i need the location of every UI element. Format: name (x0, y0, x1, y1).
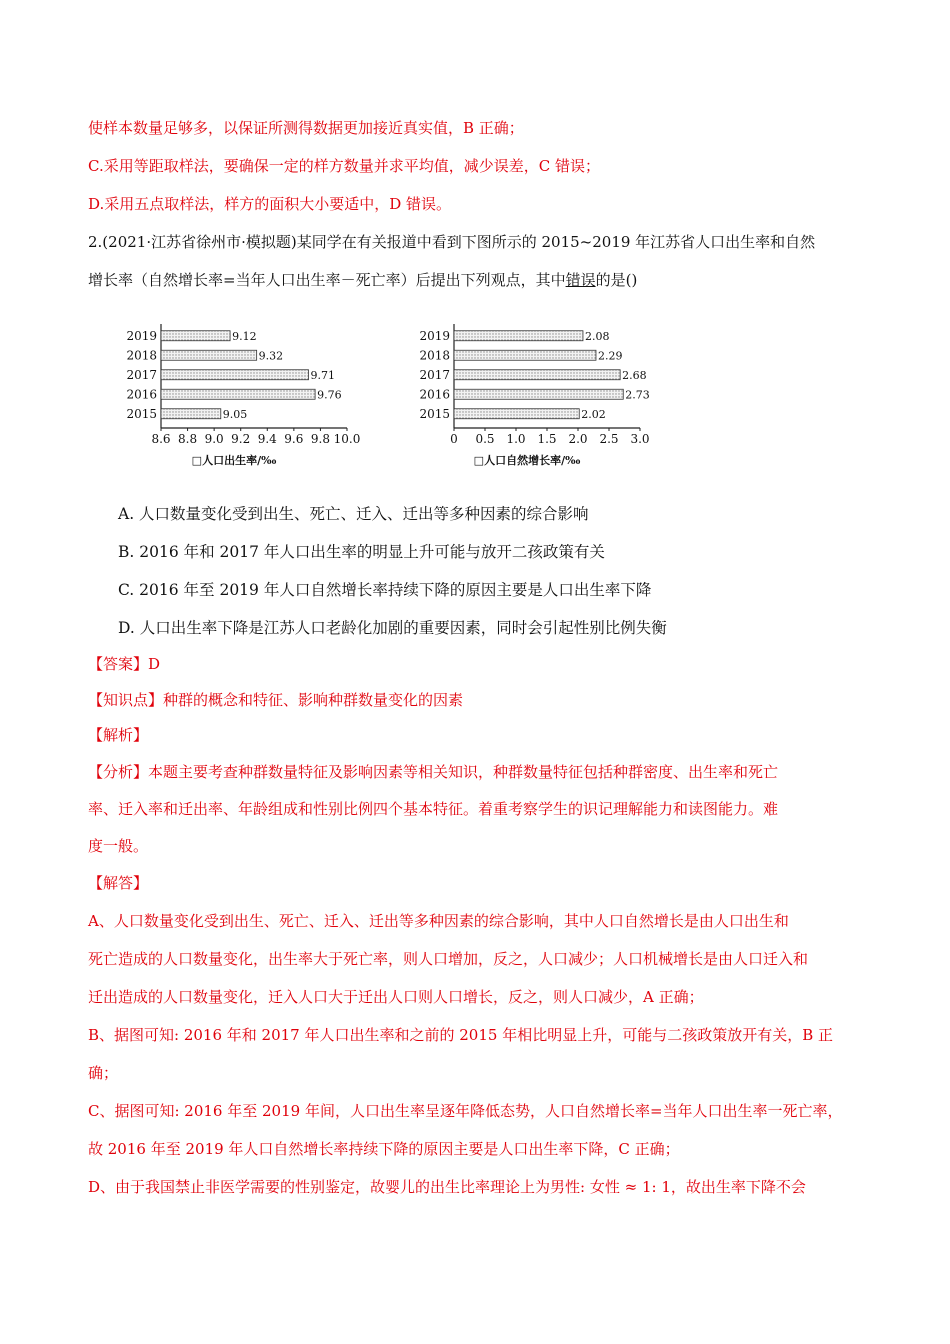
legend-label: □人口出生率/‰ (191, 454, 277, 467)
intro-line-1: 使样本数量足够多，以保证所测得数据更加接近真实值，B 正确； (88, 119, 524, 137)
category-label: 2017 (126, 367, 157, 382)
x-tick-label: 0 (450, 432, 458, 446)
bar (454, 331, 583, 341)
answer: 【答案】D (88, 655, 161, 673)
intro-line-3: D.采用五点取样法，样方的面积大小要适中，D 错误。 (88, 195, 452, 213)
x-tick-label: 9.8 (310, 432, 330, 446)
question-prefix: 增长率（自然增长率=当年人口出生率－死亡率）后提出下列观点，其中 (88, 271, 566, 289)
category-label: 2018 (419, 348, 450, 363)
bar-value-label: 9.32 (258, 349, 284, 363)
category-label: 2015 (126, 406, 157, 421)
x-tick-label: 8.6 (151, 432, 171, 446)
solution-a-3: 迁出造成的人口数量变化，迁入人口大于迁出人口则人口增长，反之，则人口减少，A 正确； (88, 988, 704, 1006)
x-tick-label: 9.4 (257, 432, 277, 446)
x-tick-label: 1.5 (537, 432, 557, 446)
x-tick-label: 9.2 (231, 432, 251, 446)
x-tick-label: 3.0 (630, 432, 650, 446)
bar-value-label: 2.08 (584, 329, 610, 343)
category-label: 2016 (126, 387, 157, 402)
x-tick-label: 0.5 (475, 432, 495, 446)
bar-value-label: 9.71 (310, 368, 335, 382)
bar-value-label: 2.29 (597, 349, 623, 363)
bar (161, 389, 315, 399)
category-label: 2018 (126, 348, 157, 363)
solution-b-2: 确； (88, 1064, 119, 1082)
natural-growth-chart (408, 318, 668, 470)
option-d: D. 人口出生率下降是江苏人口老龄化加剧的重要因素，同时会引起性别比例失衡 (118, 619, 667, 637)
option-c: C. 2016 年至 2019 年人口自然增长率持续下降的原因主要是人口出生率下降 (118, 581, 652, 599)
x-tick-label: 2.5 (599, 432, 619, 446)
option-a: A. 人口数量变化受到出生、死亡、迁入、迁出等多种因素的综合影响 (118, 505, 589, 523)
bar-value-label: 2.68 (622, 368, 647, 382)
question-line-2 (88, 270, 637, 290)
x-tick-label: 9.6 (284, 432, 304, 446)
option-b: B. 2016 年和 2017 年人口出生率的明显上升可能与放开二孩政策有关 (118, 543, 605, 561)
bar (454, 350, 596, 360)
category-label: 2015 (419, 406, 450, 421)
bar (454, 370, 620, 380)
bar-value-label: 2.73 (625, 388, 650, 402)
knowledge-point: 【知识点】种群的概念和特征、影响种群数量变化的因素 (88, 691, 464, 709)
bar-value-label: 9.12 (232, 329, 257, 343)
question-suffix: 的是() (595, 271, 638, 289)
bar (454, 389, 623, 399)
jieda-heading: 【解答】 (88, 874, 149, 892)
solution-c-2: 故 2016 年至 2019 年人口自然增长率持续下降的原因主要是人口出生率下降，C 正确； (88, 1140, 680, 1158)
category-label: 2017 (419, 367, 450, 382)
x-tick-label: 8.8 (178, 432, 198, 446)
bar (454, 409, 579, 419)
question-line-1: 2.(2021·江苏省徐州市·模拟题)某同学在有关报道中看到下图所示的 2015~2019 年江苏省人口出生率和自然 (88, 233, 816, 251)
bar-value-label: 9.76 (317, 388, 342, 402)
jiexi-heading: 【解析】 (88, 726, 149, 744)
birth-rate-chart (115, 318, 375, 470)
x-tick-label: 1.0 (506, 432, 526, 446)
solution-a-2: 死亡造成的人口数量变化，出生率大于死亡率，则人口增加，反之，人口减少；人口机械增长是由人口迁入和 (88, 950, 809, 968)
x-tick-label: 2.0 (568, 432, 588, 446)
category-label: 2019 (126, 328, 157, 343)
bar-value-label: 2.02 (581, 407, 606, 421)
solution-a-1: A、人口数量变化受到出生、死亡、迁入、迁出等多种因素的综合影响，其中人口自然增长是由人口出生和 (88, 912, 789, 930)
analysis-line-2: 率、迁入率和迁出率、年龄组成和性别比例四个基本特征。着重考察学生的识记理解能力和读图能力。难 (88, 800, 779, 818)
legend-label: □人口自然增长率/‰ (473, 454, 581, 467)
question-emphasis: 错误 (565, 271, 596, 289)
category-label: 2019 (419, 328, 450, 343)
bar-value-label: 9.05 (222, 407, 248, 421)
solution-d-1: D、由于我国禁止非医学需要的性别鉴定，故婴儿的出生比率理论上为男性: 女性 ≈ 1: 1，故出生率下降不会 (88, 1178, 806, 1196)
solution-c-1: C、据图可知: 2016 年至 2019 年间，人口出生率呈逐年降低态势，人口自然增长率=当年人口出生率一死亡率， (88, 1102, 843, 1120)
bar (161, 409, 221, 419)
x-tick-label: 9.0 (204, 432, 224, 446)
x-tick-label: 10.0 (333, 432, 361, 446)
intro-line-2: C.采用等距取样法，要确保一定的样方数量并求平均值，减少误差，C 错误； (88, 157, 600, 175)
category-label: 2016 (419, 387, 450, 402)
analysis-line-1: 【分析】本题主要考查种群数量特征及影响因素等相关知识，种群数量特征包括种群密度、出生率和死亡 (88, 763, 779, 781)
bar (161, 350, 257, 360)
analysis-line-3: 度一般。 (88, 837, 149, 855)
bar (161, 331, 230, 341)
bar (161, 370, 308, 380)
solution-b-1: B、据图可知: 2016 年和 2017 年人口出生率和之前的 2015 年相比明显上升，可能与二孩政策放开有关，B 正 (88, 1026, 834, 1044)
